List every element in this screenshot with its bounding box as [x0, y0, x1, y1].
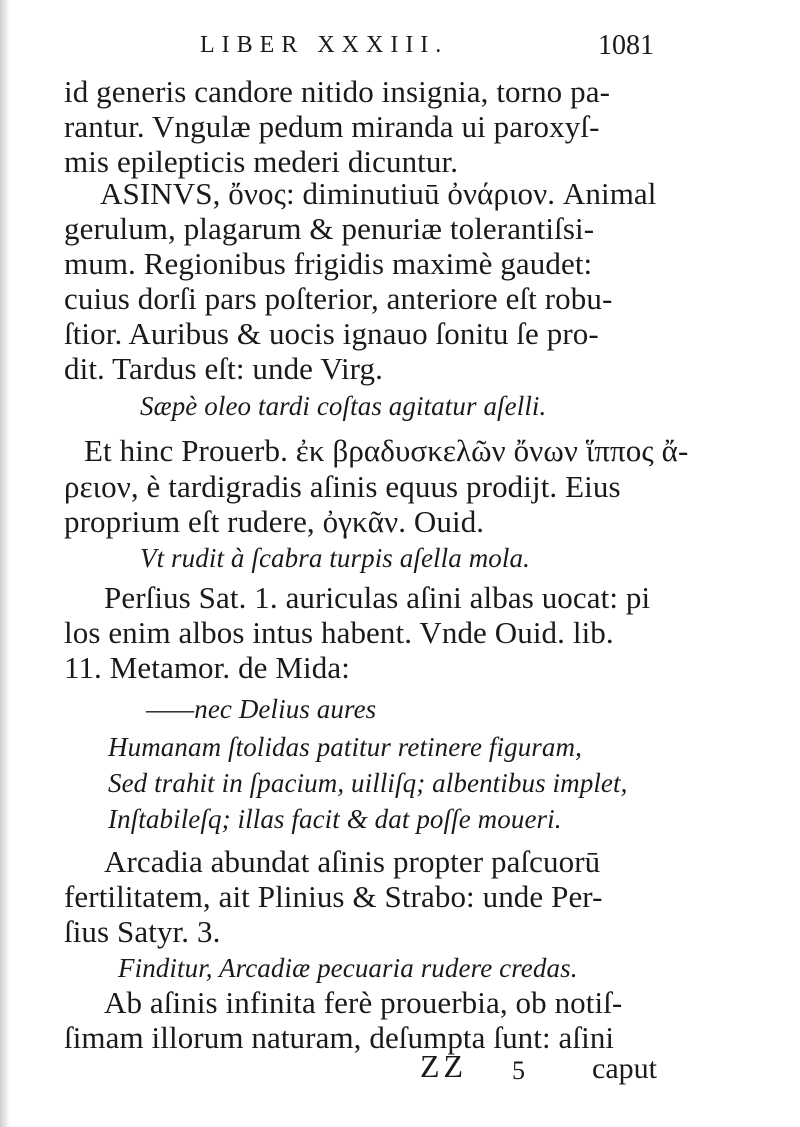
verse-line: Inſtabileſq; illas facit & dat poſſe moueri.: [108, 804, 562, 834]
text-line: fertilitatem, ait Plinius & Strabo: unde Per-: [64, 879, 603, 914]
text-line: Et hinc Prouerb. ἐκ βραδυσκελῶν ὄνων ἵππος ἄ-: [84, 433, 689, 468]
text-line: mum. Regionibus frigidis maximè gaudet:: [64, 246, 593, 281]
text-line: dit. Tardus eſt: unde Virg.: [64, 351, 383, 386]
running-title: LIBER XXXIII.: [200, 32, 449, 58]
text-line: id generis candore nitido insignia, torno pa-: [64, 74, 611, 109]
text-line: Ab aſinis infinita ferè prouerbia, ob notiſ-: [104, 985, 623, 1020]
text-line: cuius dorſi pars poſterior, anteriore eſt robu-: [64, 281, 613, 316]
text-line: los enim albos intus habent. Vnde Ouid. lib.: [64, 615, 614, 650]
verse-line: Sed trahit in ſpacium, uilliſq; albentibus implet,: [108, 768, 628, 798]
text-line: ASINVS, ὄνος: diminutiuū ὀνάριον. Animal: [100, 176, 657, 211]
verse-line: Finditur, Arcadiæ pecuaria rudere credas.: [118, 953, 578, 983]
text-line: Perſius Sat. 1. auriculas aſini albas uocat: pi: [104, 580, 651, 615]
catchword: caput: [592, 1052, 657, 1085]
verse-line: ——nec Delius aures: [146, 694, 377, 724]
verse-line: Humanam ſtolidas patitur retinere figuram,: [108, 732, 582, 762]
text-line: ρειον, è tardigradis aſinis equus prodijt. Eius: [64, 469, 621, 504]
signature-number: 5: [512, 1056, 525, 1085]
scan-margin-shadow: [0, 0, 10, 1127]
text-line: rantur. Vngulæ pedum miranda ui paroxyſ-: [64, 109, 600, 144]
text-line: ſtior. Auribus & uocis ignauo ſonitu ſe pro-: [64, 316, 599, 351]
text-line: proprium eſt rudere, ὀγκᾶν. Ouid.: [64, 504, 485, 539]
text-line: ſius Satyr. 3.: [64, 914, 221, 949]
text-line: mis epilepticis mederi dicuntur.: [64, 144, 459, 179]
text-line: 11. Metamor. de Mida:: [64, 650, 350, 685]
text-line: Arcadia abundat aſinis propter paſcuorū: [104, 844, 601, 879]
verse-line: Vt rudit à ſcabra turpis aſella mola.: [140, 543, 530, 573]
verse-line: Sæpè oleo tardi coſtas agitatur aſelli.: [140, 391, 547, 421]
text-line: ſimam illorum naturam, deſumpta ſunt: aſini: [64, 1020, 615, 1055]
page-number: 1081: [598, 30, 654, 61]
signature-mark: ZZ: [420, 1048, 468, 1084]
text-line: gerulum, plagarum & penuriæ tolerantiſsi-: [64, 211, 595, 246]
